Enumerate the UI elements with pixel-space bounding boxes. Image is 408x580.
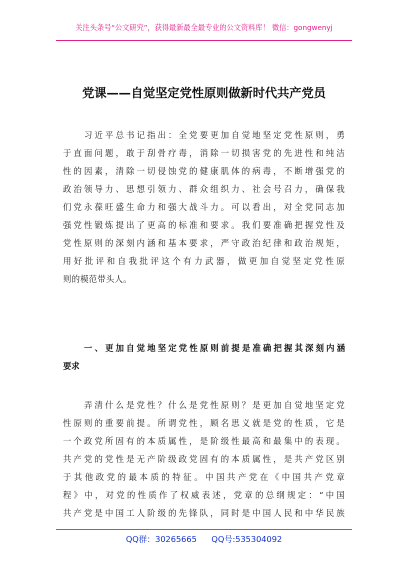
paragraph-line: 们党永葆旺盛生命力和强大战斗力。可以看出，对全党同志加 [63, 202, 345, 212]
paragraph-line: 习近平总书记指出：全党要更加自觉地坚定党性原则，勇 [63, 130, 345, 140]
paragraph-line: 共产党的党性是无产阶级政党固有的本质属性，是共产党区别 [63, 454, 345, 464]
paragraph-line: 政治领导力、思想引领力、群众组织力、社会号召力，确保我 [63, 184, 345, 194]
heading-line: 一、更加自觉地坚定党性原则前提是准确把握其深刻内涵 [63, 343, 345, 353]
footer-divider [56, 529, 352, 530]
paragraph-line: 共产党是中国工人阶级的先锋队，同时是中国人民和中华民族 [63, 508, 345, 518]
paragraph-line: 则的模范带头人。 [63, 274, 132, 284]
section-heading-1 [63, 339, 345, 375]
paragraph-line: 程》中，对党的性质作了权威表述，党章的总纲规定：“中国 [63, 490, 345, 500]
paragraph-line: 性的因素，清除一切侵蚀党的健康肌体的病毒，不断增强党的 [63, 166, 345, 176]
paragraph-2 [63, 396, 345, 522]
paragraph-line: 于直面问题，敢于刮骨疗毒，消除一切损害党的先进性和纯洁 [63, 148, 345, 158]
paragraph-1 [63, 126, 345, 288]
paragraph-line: 性原则的重要前提。所谓党性，顾名思义就是党的性质，它是 [63, 418, 345, 428]
paragraph-line: 一个政党所固有的本质属性，是阶级性最高和最集中的表现。 [63, 436, 345, 446]
heading-line: 要求 [63, 361, 80, 371]
paragraph-line: 强党性锻炼提出了更高的标准和要求。我们要准确把握党性及 [63, 220, 345, 230]
header-banner: 关注头条号“公文研究”，获得最新最全最专业的公文资料库！ 微信：gongwenyj [75, 23, 333, 32]
header-divider [56, 40, 352, 41]
paragraph-line: 党性原则的深刻内涵和基本要求，严守政治纪律和政治规矩， [63, 238, 345, 248]
paragraph-line: 用好批评和自我批评这个有力武器，做更加自觉坚定党性原 [63, 256, 345, 266]
paragraph-line: 于其他政党的最本质的特征。中国共产党在《中国共产党章 [63, 472, 345, 482]
footer-contact: QQ群：30265665 QQ号:535304092 [125, 534, 283, 544]
paragraph-line: 弄清什么是党性？什么是党性原则？是更加自觉地坚定党 [63, 400, 345, 410]
document-title: 党课——自觉坚定党性原则做新时代共产党员 [82, 86, 326, 100]
